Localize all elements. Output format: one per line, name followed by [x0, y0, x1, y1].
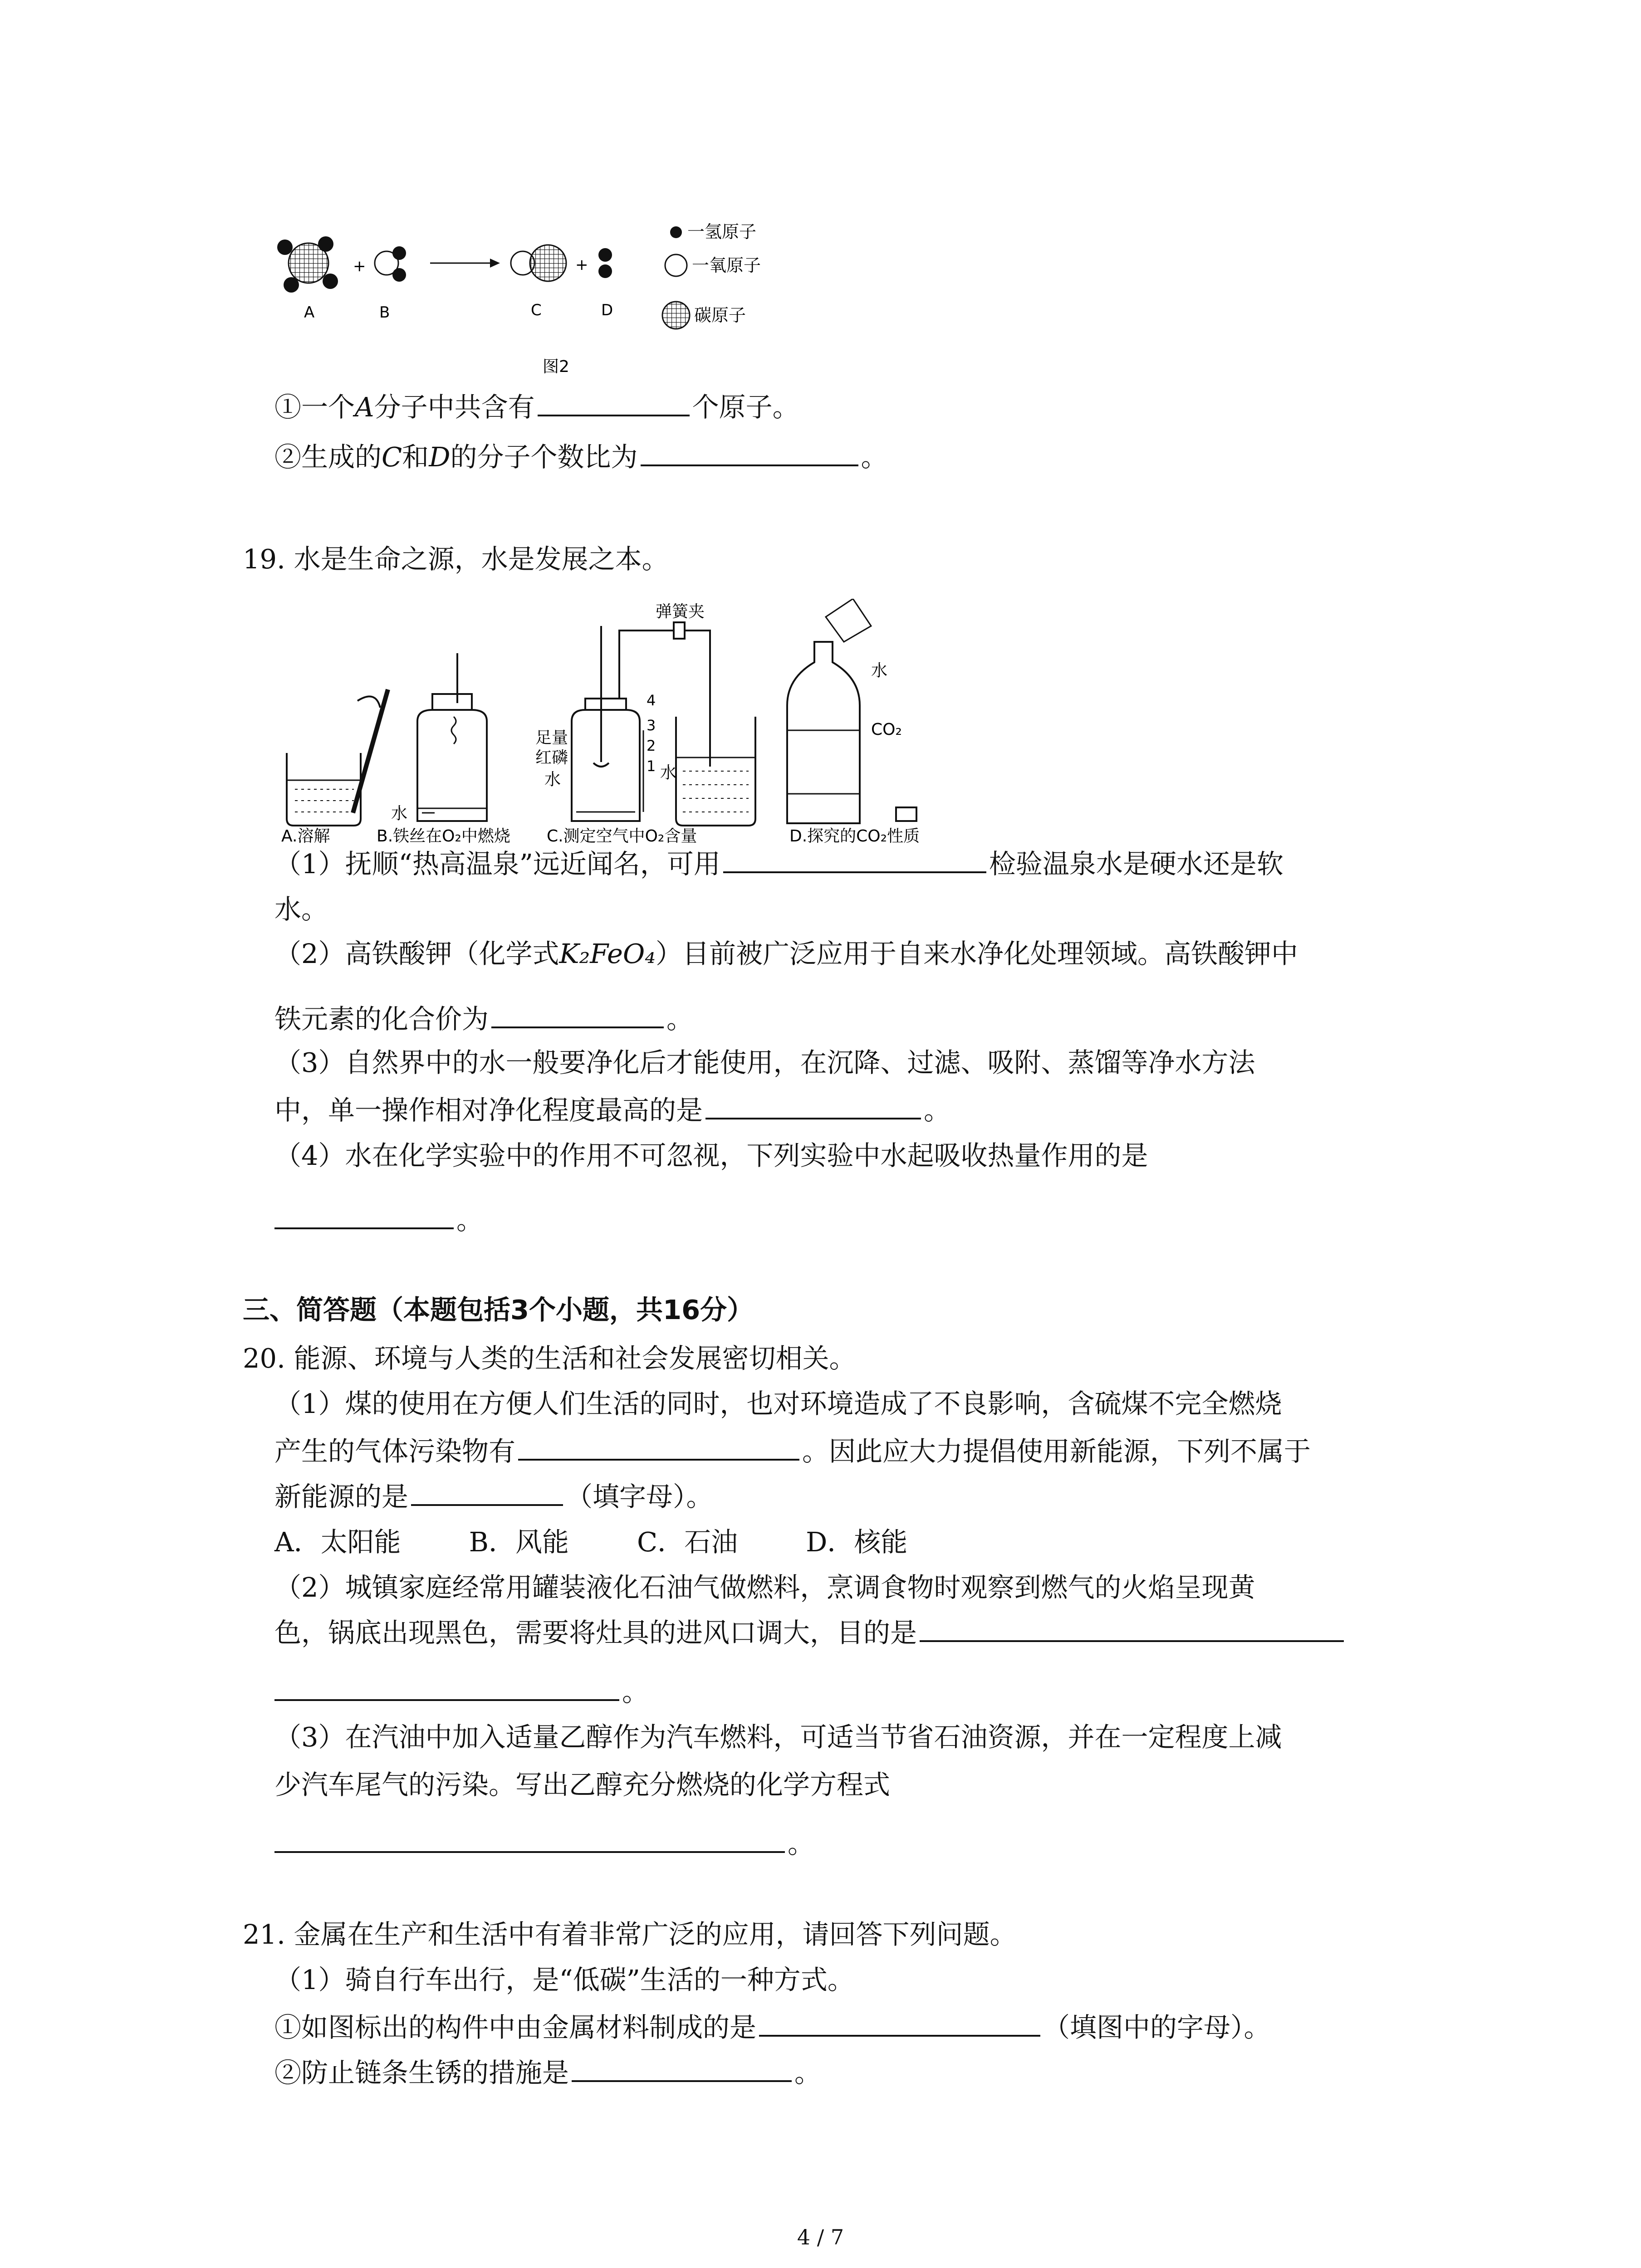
molecule-b — [375, 246, 406, 282]
q19-p1: （1）抚顺“热高温泉”远近闻名，可用 检验温泉水是硬水还是软 — [274, 846, 1283, 882]
label-d: D — [601, 301, 613, 319]
q20-p3: （3）在汽油中加入适量乙醇作为汽车燃料，可适当节省石油资源，并在一定程度上减 — [274, 1721, 1282, 1753]
option-b: B．风能 — [469, 1526, 569, 1558]
svg-text:2: 2 — [647, 737, 656, 754]
answer-blank[interactable] — [705, 1092, 921, 1119]
q21-p1: （1）骑自行车出行，是“低碳”生活的一种方式。 — [274, 1964, 854, 1995]
answer-blank[interactable] — [920, 1615, 1344, 1642]
svg-text:足量: 足量 — [535, 728, 568, 747]
svg-text:一氢原子: 一氢原子 — [687, 222, 757, 242]
answer-blank[interactable] — [641, 439, 858, 466]
q18-line-2: ②生成的C和D的分子个数比为 。 — [274, 439, 888, 475]
label-b: B — [379, 303, 390, 322]
answer-blank[interactable] — [274, 1202, 454, 1229]
svg-text:4: 4 — [647, 692, 656, 709]
svg-text:+: + — [353, 257, 366, 275]
svg-text:B.铁丝在O₂中燃烧: B.铁丝在O₂中燃烧 — [377, 827, 510, 844]
label-a: A — [304, 303, 315, 322]
svg-text:CO₂: CO₂ — [871, 720, 902, 739]
svg-text:3: 3 — [647, 717, 656, 734]
q21-stem: 21. 金属在生产和生活中有着非常广泛的应用，请回答下列问题。 — [243, 1919, 1017, 1950]
molecule-a — [277, 236, 338, 293]
molecule-d — [598, 248, 612, 278]
q20-options — [274, 1524, 975, 1560]
q19-p2-cont: 铁元素的化合价为 。 — [274, 1001, 693, 1037]
svg-text:碳原子: 碳原子 — [694, 305, 746, 325]
svg-text:水: 水 — [660, 763, 677, 782]
q20-stem: 20. 能源、环境与人类的生活和社会发展密切相关。 — [243, 1343, 856, 1374]
svg-text:水: 水 — [544, 770, 561, 789]
q20-p2-cont: 色，锅底出现黑色，需要将灶具的进风口调大，目的是 — [274, 1615, 1347, 1651]
reaction-diagram — [268, 204, 857, 395]
q20-p2: （2）城镇家庭经常用罐装液化石油气做燃料，烹调食物时观察到燃气的火焰呈现黄 — [274, 1572, 1255, 1603]
svg-text:1: 1 — [647, 758, 656, 775]
q19-p2: （2）高铁酸钾（化学式K₂FeO₄）目前被广泛应用于自来水净化处理领域。高铁酸钾中 — [274, 938, 1298, 969]
q19-p3-cont: 中，单一操作相对净化程度最高的是 。 — [274, 1092, 950, 1129]
svg-text:红磷: 红磷 — [535, 748, 568, 767]
q21-p1-i: ①如图标出的构件中由金属材料制成的是 （填图中的字母）。 — [274, 2009, 1271, 2046]
water-experiments-figure — [281, 599, 1007, 844]
answer-blank[interactable] — [274, 1674, 619, 1701]
answer-blank[interactable] — [518, 1433, 799, 1461]
svg-text:一氧原子: 一氧原子 — [692, 255, 761, 275]
section-title: 三、简答题（本题包括3个小题，共16分） — [243, 1294, 754, 1325]
page-number: 4 / 7 — [797, 2225, 844, 2249]
answer-blank[interactable] — [274, 1826, 785, 1853]
svg-text:D.探究的CO₂性质: D.探究的CO₂性质 — [789, 827, 920, 844]
answer-blank[interactable] — [572, 2055, 792, 2082]
answer-blank[interactable] — [538, 389, 690, 416]
q19-p3: （3）自然界中的水一般要净化后才能使用，在沉降、过滤、吸附、蒸馏等净水方法 — [274, 1047, 1255, 1078]
q20-p1-cont: 产生的气体污染物有 。因此应大力提倡使用新能源，下列不属于 — [274, 1433, 1311, 1470]
svg-text:水: 水 — [871, 661, 888, 680]
option-c: C．石油 — [637, 1526, 738, 1558]
q19-p1-cont: 水。 — [274, 894, 328, 925]
q20-p3-cont: 少汽车尾气的污染。写出乙醇充分燃烧的化学方程式 — [274, 1769, 891, 1800]
svg-text:+: + — [575, 256, 588, 274]
label-c: C — [531, 301, 542, 319]
q20-p1: （1）煤的使用在方便人们生活的同时，也对环境造成了不良影响，含硫煤不完全燃烧 — [274, 1388, 1282, 1419]
answer-blank[interactable] — [759, 2009, 1040, 2037]
q20-p2-cont2: 。 — [274, 1674, 649, 1710]
q19-p4: （4）水在化学实验中的作用不可忽视，下列实验中水起吸收热量作用的是 — [274, 1140, 1148, 1171]
option-d: D．核能 — [806, 1526, 908, 1558]
answer-blank[interactable] — [723, 846, 986, 873]
q20-p3-cont2: 。 — [274, 1826, 814, 1862]
q20-p1-cont2: 新能源的是 （填字母）。 — [274, 1479, 713, 1515]
figure-caption: 图2 — [543, 357, 569, 376]
molecule-c — [511, 245, 566, 281]
q19-stem: 19. 水是生命之源，水是发展之本。 — [243, 543, 669, 575]
svg-text:A.溶解: A.溶解 — [281, 827, 330, 844]
svg-text:水: 水 — [391, 804, 408, 823]
q18-line-1: ①一个A分子中共含有 个原子。 — [274, 389, 799, 425]
q21-p1-ii: ②防止链条生锈的措施是 。 — [274, 2055, 821, 2091]
svg-text:弹簧夹: 弹簧夹 — [656, 602, 705, 621]
answer-blank[interactable] — [491, 1001, 664, 1028]
q19-p4-cont: 。 — [274, 1202, 483, 1238]
legend — [662, 222, 761, 329]
formula: K₂FeO₄ — [559, 938, 656, 969]
answer-blank[interactable] — [411, 1479, 563, 1506]
svg-text:C.测定空气中O₂含量: C.测定空气中O₂含量 — [547, 827, 697, 844]
option-a: A．太阳能 — [274, 1526, 401, 1558]
